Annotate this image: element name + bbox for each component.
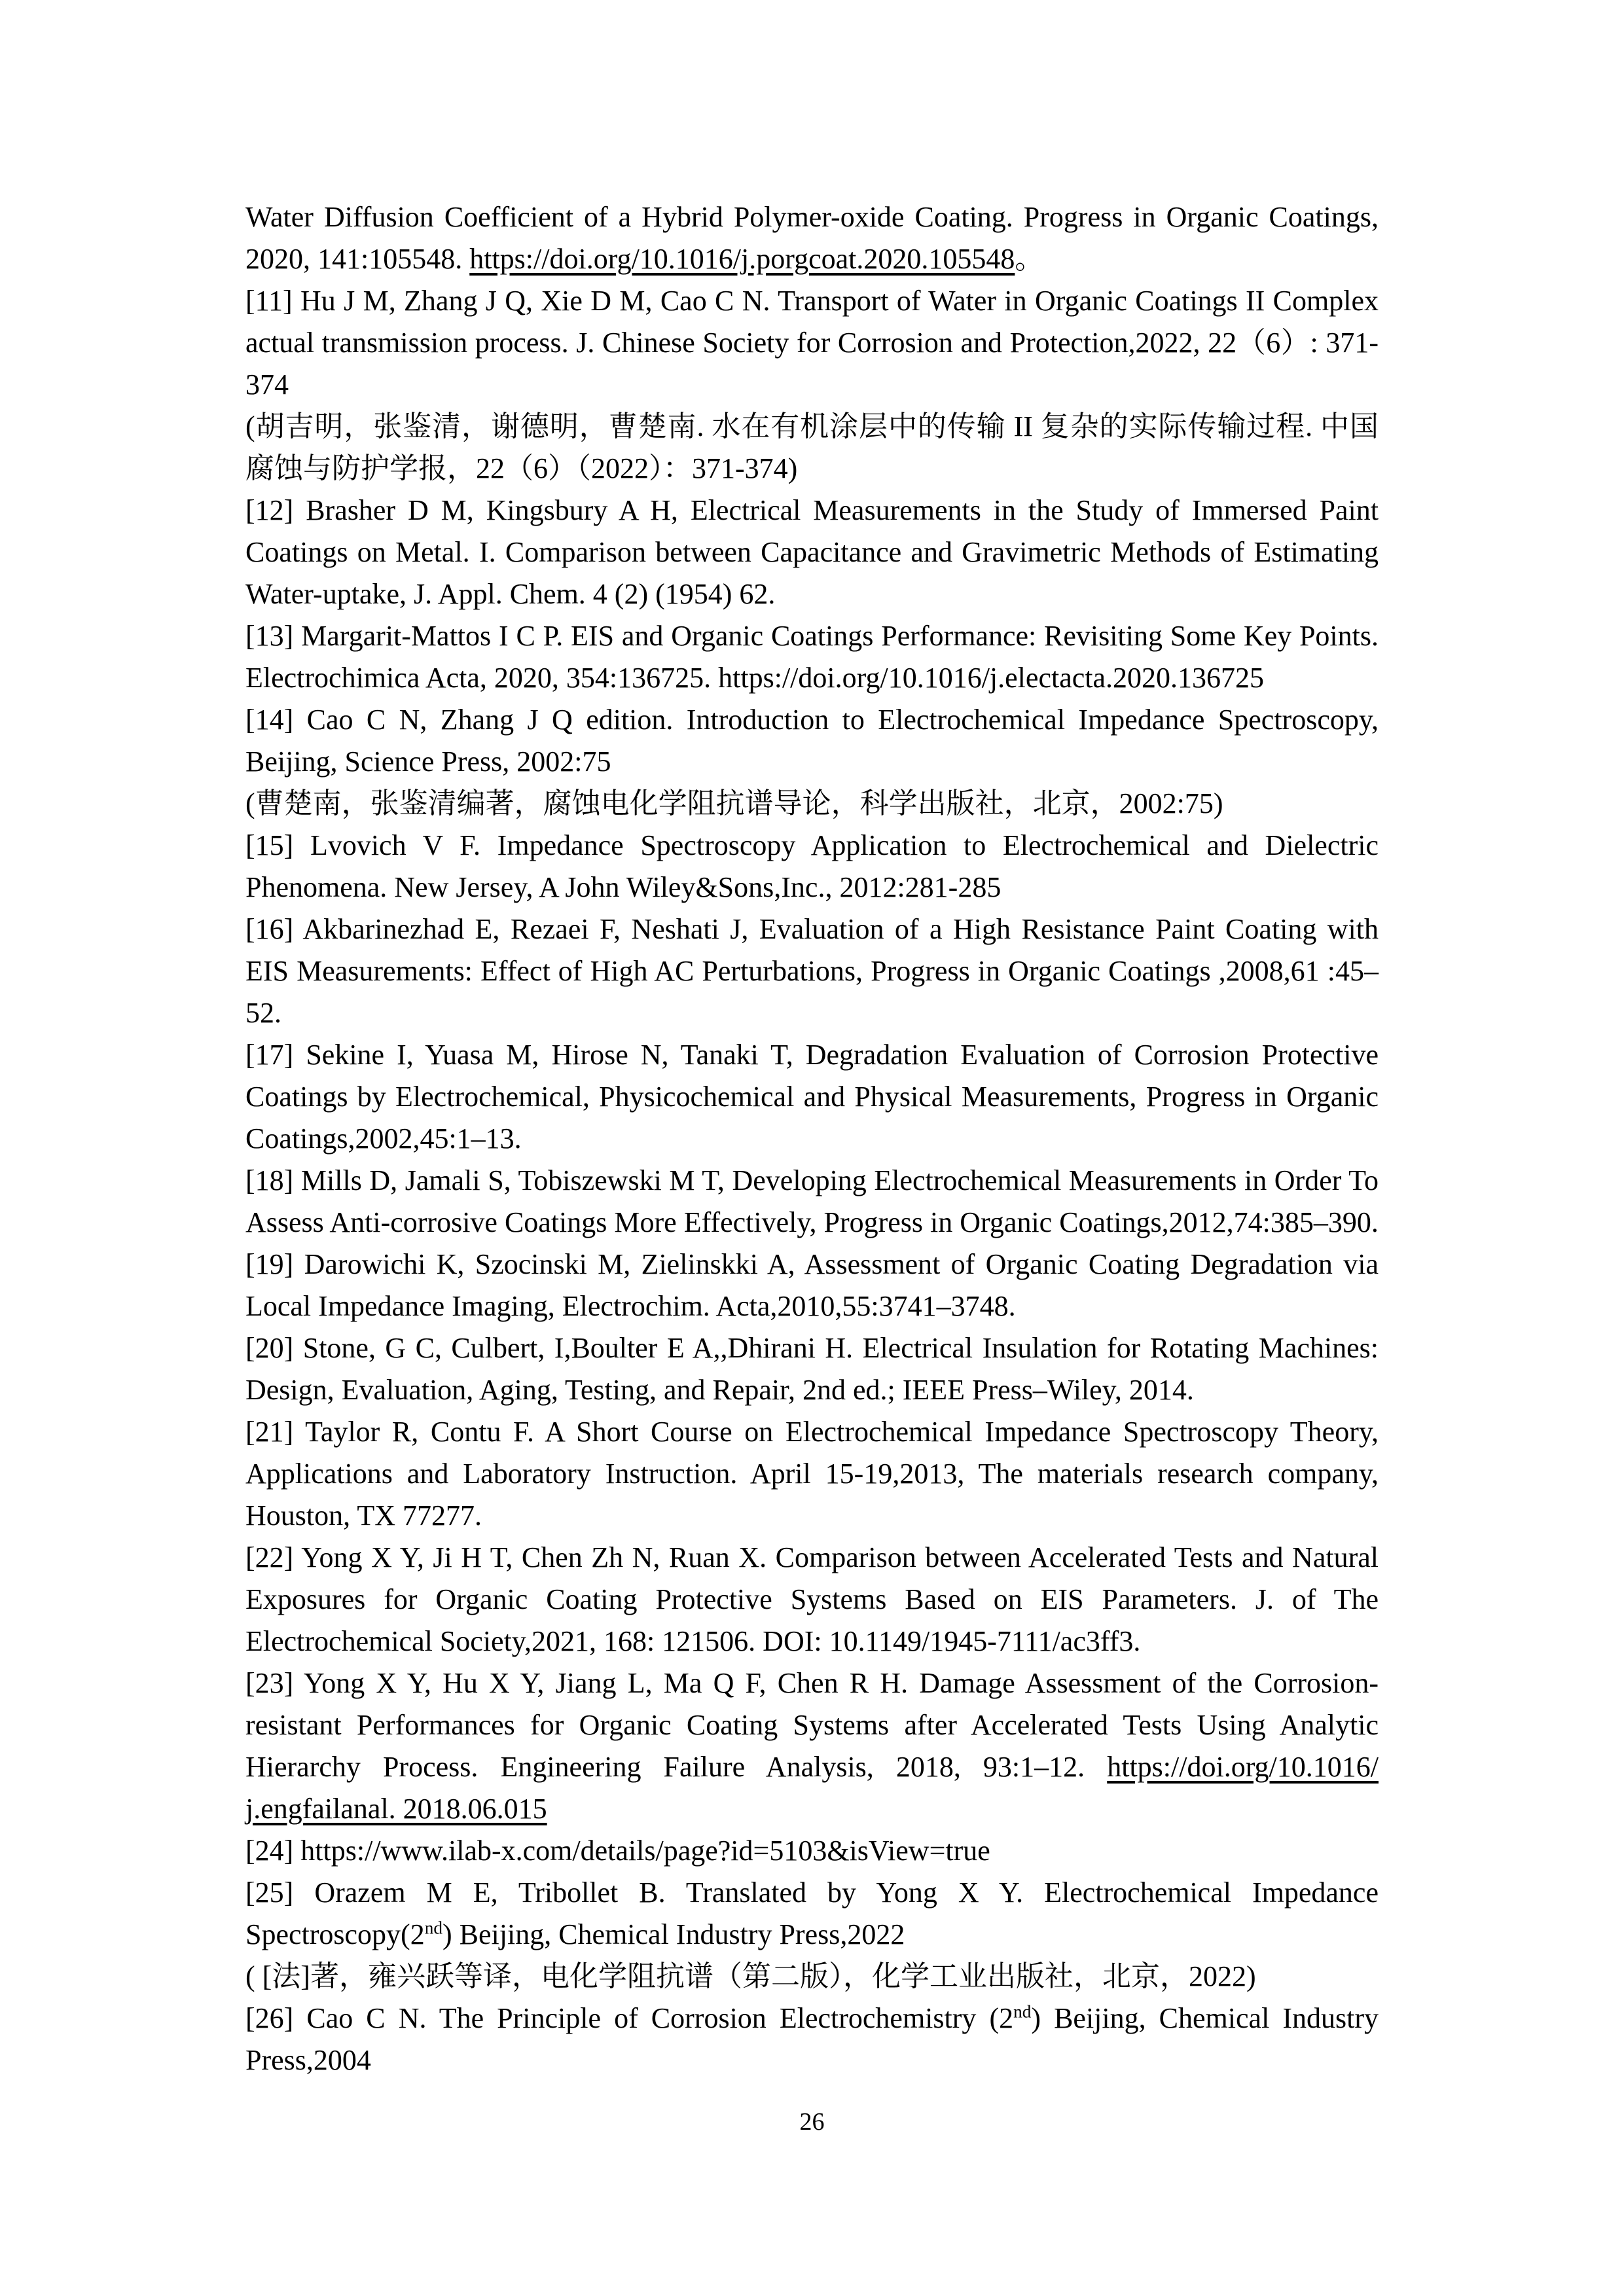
reference-text: ) Beijing, Chemical Industry Press,2004 (245, 2002, 1379, 2076)
ordinal-superscript: nd (424, 1918, 442, 1938)
reference-paragraph (245, 490, 1379, 615)
reference-paragraph (245, 1956, 1379, 1998)
reference-text: [20] Stone, G C, Culbert, I,Boulter E A,,Dhirani H. Electrical Insulation for Rotating Machines: Design, Evaluation, Aging, Testing, and Repair, 2nd ed.; IEEE Press–Wiley, 2014. (245, 1332, 1379, 1406)
reference-paragraph (245, 825, 1379, 908)
reference-text: ) Beijing, Chemical Industry Press,2022 (442, 1918, 905, 1950)
reference-paragraph (245, 196, 1379, 280)
reference-paragraph (245, 1034, 1379, 1160)
reference-text: [14] Cao C N, Zhang J Q edition. Introduction to Electrochemical Impedance Spectroscopy, Beijing, Science Press, 2002:75 (245, 704, 1379, 778)
reference-paragraph (245, 1244, 1379, 1327)
reference-paragraph (245, 1830, 1379, 1872)
reference-paragraph (245, 908, 1379, 1034)
reference-text: Water Diffusion Coefficient of a Hybrid Polymer-oxide Coating. Progress in Organic Coatings, 2020, 141:105548. (245, 201, 1379, 275)
reference-text: [11] Hu J M, Zhang J Q, Xie D M, Cao C N. Transport of Water in Organic Coatings II Complex actual transmission process. J. Chinese Society for Corrosion and Protection,2022, 22（6）: 371-374 (245, 285, 1379, 401)
reference-text: [19] Darowichi K, Szocinski M, Zielinskki A, Assessment of Organic Coating Degradation via Local Impedance Imaging, Electrochim. Acta,2010,55:3741–3748. (245, 1248, 1379, 1322)
reference-paragraph (245, 1872, 1379, 1956)
reference-paragraph (245, 615, 1379, 699)
reference-paragraph (245, 280, 1379, 406)
reference-paragraph (245, 1327, 1379, 1411)
reference-text: (胡吉明，张鉴清，谢德明，曹楚南. 水在有机涂层中的传输 II 复杂的实际传输过程. 中国腐蚀与防护学报，22（6）（2022）：371-374) (245, 410, 1379, 484)
reference-text: [22] Yong X Y, Ji H T, Chen Zh N, Ruan X. Comparison between Accelerated Tests and Natural Exposures for Organic Coating Protective Systems Based on EIS Parameters. J. of The Electrochemical Society,2021, 168: 121506. DOI: 10.1149/1945-7111/ac3ff3. (245, 1541, 1379, 1657)
reference-text: [16] Akbarinezhad E, Rezaei F, Neshati J, Evaluation of a High Resistance Paint Coating with EIS Measurements: Effect of High AC Perturbations, Progress in Organic Coatings ,2008,61 :45–52. (245, 913, 1379, 1029)
reference-text: [25] Orazem M E, Tribollet B. Translated by Yong X Y. Electrochemical Impedance Spectroscopy(2 (245, 1876, 1379, 1950)
reference-paragraph (245, 783, 1379, 825)
reference-text: [17] Sekine I, Yuasa M, Hirose N, Tanaki T, Degradation Evaluation of Corrosion Protective Coatings by Electrochemical, Physicochemical and Physical Measurements, Progress in Organic Coatings,2002,45:1–13. (245, 1039, 1379, 1155)
reference-text: [21] Taylor R, Contu F. A Short Course on Electrochemical Impedance Spectroscopy Theory, Applications and Laboratory Instruction. April 15-19,2013, The materials research company, Houston, TX 77277. (245, 1416, 1379, 1532)
reference-paragraph (245, 1998, 1379, 2081)
reference-text: [18] Mills D, Jamali S, Tobiszewski M T, Developing Electrochemical Measurements in Order To Assess Anti-corrosive Coatings More Effectively, Progress in Organic Coatings,2012,74:385–390. (245, 1164, 1379, 1238)
reference-text: [13] Margarit-Mattos I C P. EIS and Organic Coatings Performance: Revisiting Some Key Points. Electrochimica Acta, 2020, 354:136725. https://doi.org/10.1016/j.electacta.2020.136725 (245, 620, 1379, 694)
reference-text: (曹楚南，张鉴清编著，腐蚀电化学阻抗谱导论，科学出版社，北京，2002:75) (245, 787, 1223, 819)
reference-text: 。 (1015, 243, 1044, 275)
ordinal-superscript: nd (1013, 2001, 1032, 2022)
page-footer (0, 2106, 1624, 2138)
reference-text: [23] Yong X Y, Hu X Y, Jiang L, Ma Q F, Chen R H. Damage Assessment of the Corrosion-resistant Performances for Organic Coating Systems after Accelerated Tests Using Analytic Hierarchy Process. Engineering Failure Analysis, 2018, 93:1–12. (245, 1667, 1379, 1783)
reference-paragraph (245, 1662, 1379, 1830)
reference-paragraph (245, 1160, 1379, 1244)
reference-text: [15] Lvovich V F. Impedance Spectroscopy Application to Electrochemical and Dielectric Phenomena. New Jersey, A John Wiley&Sons,Inc., 2012:281-285 (245, 829, 1379, 903)
reference-text: [12] Brasher D M, Kingsbury A H, Electrical Measurements in the Study of Immersed Paint Coatings on Metal. I. Comparison between Capacitance and Gravimetric Methods of Estimating Water-uptake, J. Appl. Chem. 4 (2) (1954) 62. (245, 494, 1379, 610)
page-number: 26 (799, 2108, 825, 2136)
reference-paragraph (245, 1411, 1379, 1537)
hyperlink-text[interactable]: https://doi.org/10.1016/ j.engfailanal. 2018.06.015 (245, 1751, 1379, 1825)
references-list (245, 196, 1379, 2081)
reference-text: [24] https://www.ilab-x.com/details/page?id=5103&isView=true (245, 1835, 990, 1867)
reference-paragraph (245, 1537, 1379, 1662)
reference-text: ( [法]著，雍兴跃等译，电化学阻抗谱（第二版），化学工业出版社，北京，2022) (245, 1960, 1256, 1992)
reference-paragraph (245, 699, 1379, 783)
reference-text: [26] Cao C N. The Principle of Corrosion Electrochemistry (2 (245, 2002, 1014, 2034)
hyperlink-text[interactable]: https://doi.org/10.1016/j.porgcoat.2020.105548 (469, 243, 1015, 275)
reference-paragraph (245, 406, 1379, 490)
